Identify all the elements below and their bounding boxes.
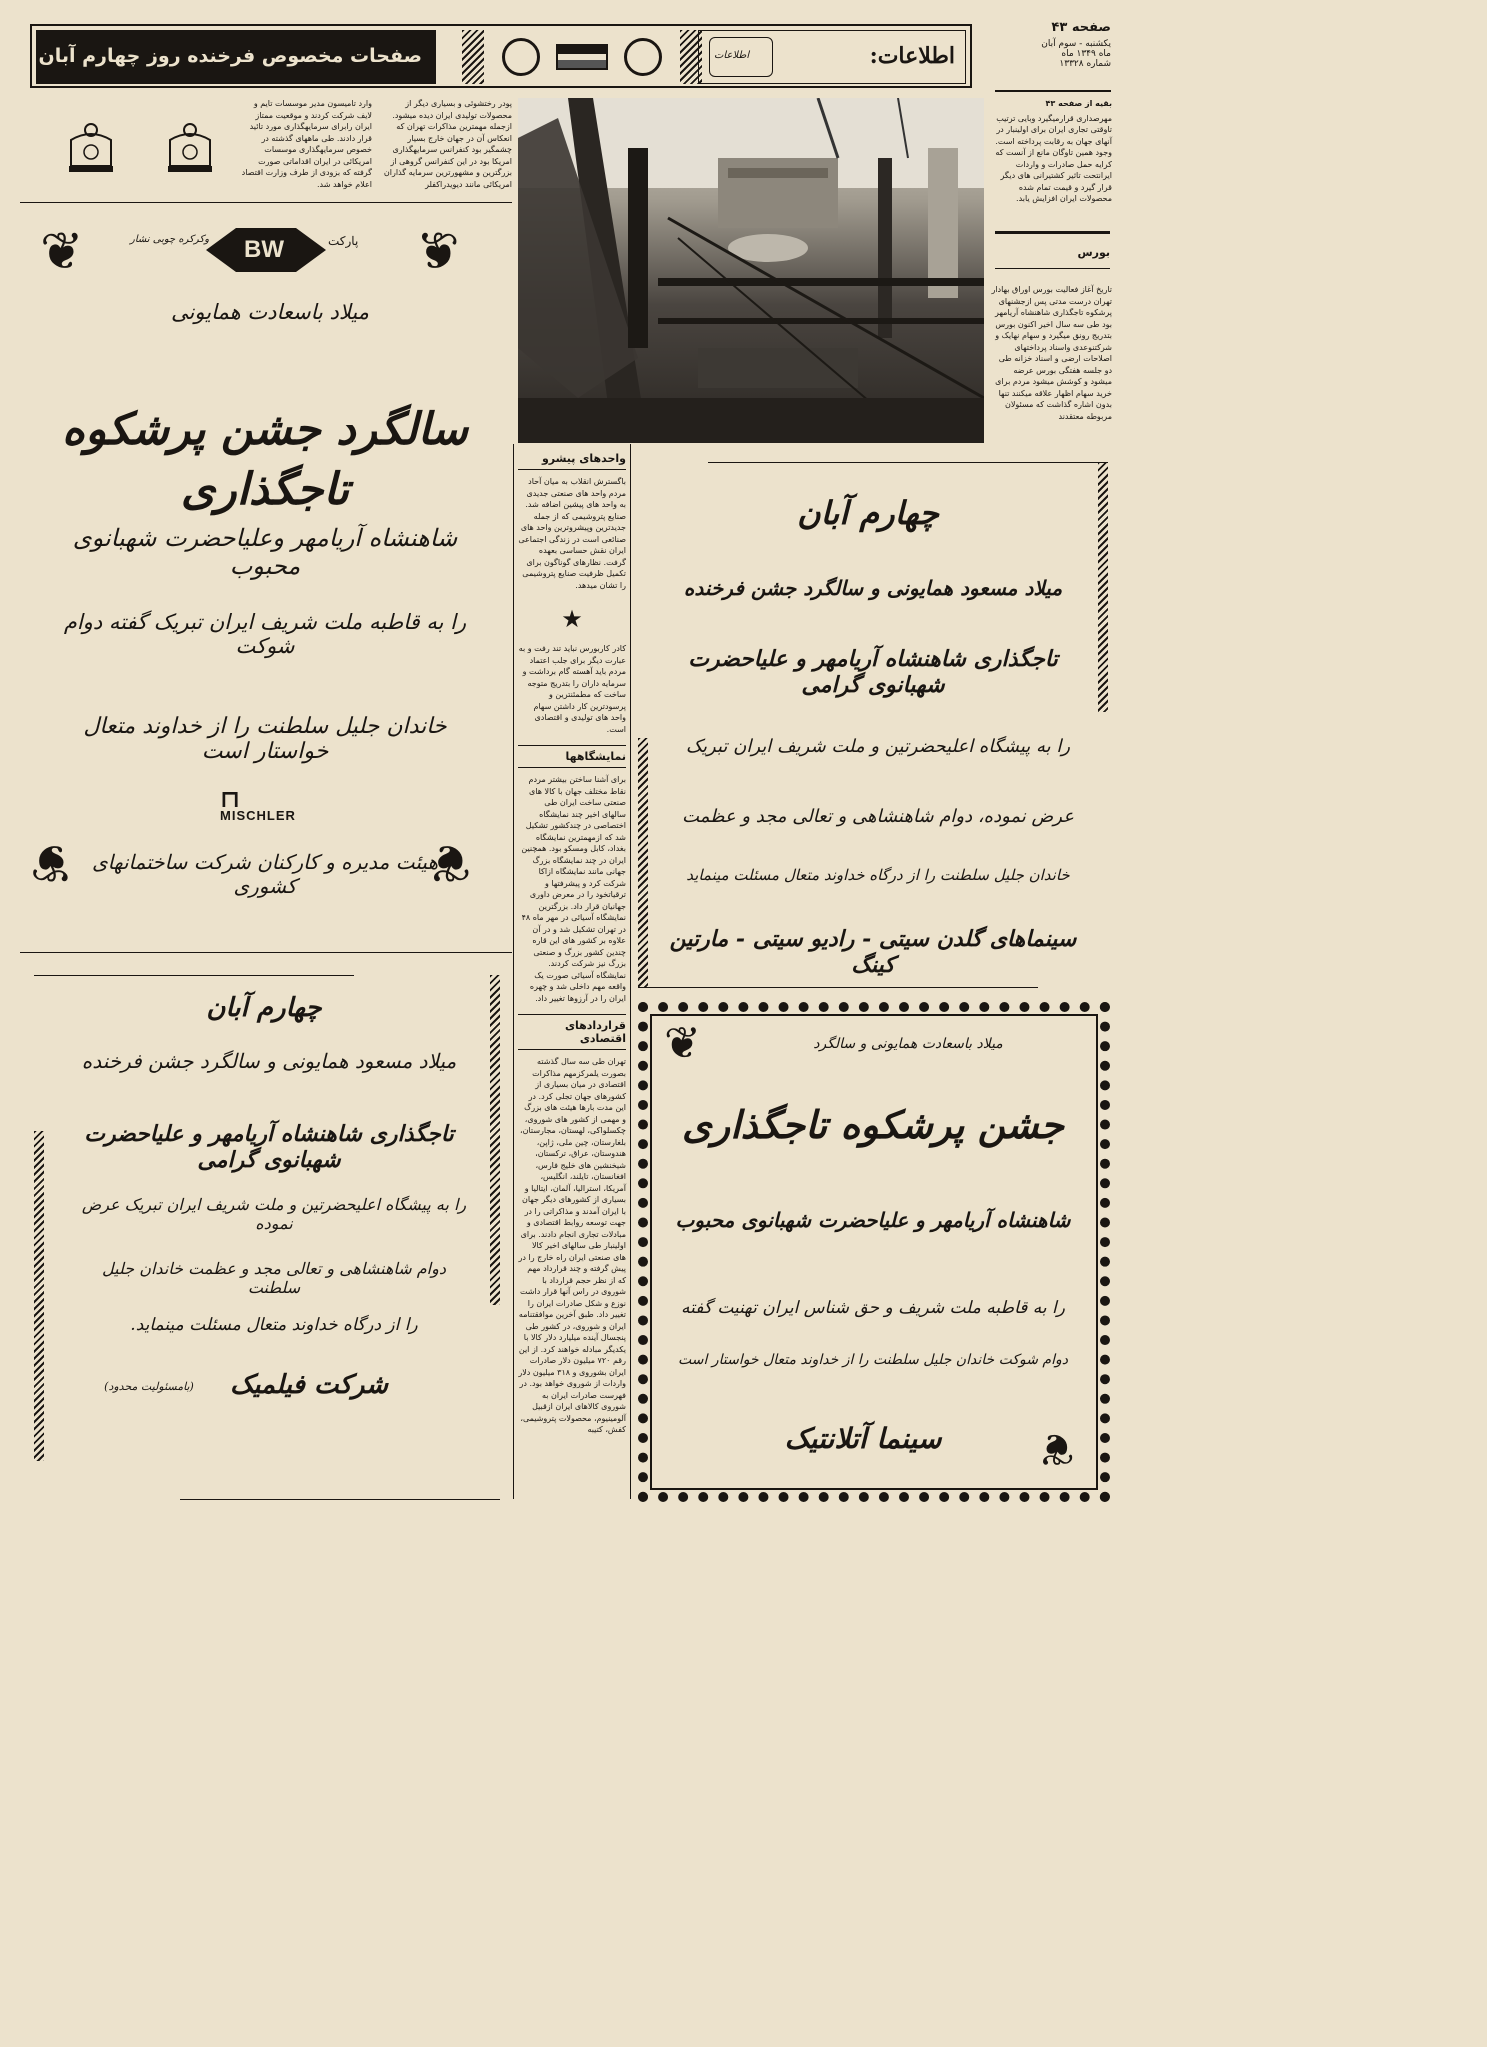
golden-line1: میلاد مسعود همایونی و سالگرد جشن فرخنده	[683, 576, 1063, 600]
atlantic-headline: جشن پرشکوه تاجگذاری	[682, 1102, 1064, 1147]
section1b-text: کادر کاربورس نباید تند رفت و به عبارت دیگر برای جلب اعتماد مردم باید آهسته گام برداشت و سرمایه داران را بتدریج متوجه ساخت که مطمئنترین و پرسودترین کار داشتن سهام واحد های تولیدی و اقتصادی است.	[518, 644, 626, 734]
atlantic-line0: میلاد باسعادت همایونی و سالگرد	[813, 1036, 1003, 1052]
banner-title: صفحات مخصوص فرخنده روز چهارم آبان	[38, 45, 422, 67]
hatch-border	[638, 738, 648, 988]
filmic-title: چهارم آبان	[206, 993, 322, 1023]
crown-icon	[165, 120, 215, 176]
crown-icon	[66, 120, 116, 176]
ad-filmic	[34, 975, 500, 1500]
top-text-col1: پودر رختشوئی و بسیاری دیگر از محصولات تولیدی ایران دیده میشود. ازجمله مهمترین مذاکرات تهران که انعکاس آن در جهان خارج بسیار چشمگیر بود کنفرانس سرمایهگذاری امریکا بود در این کنفرانس گروهی از بزرگترین و مشهورترین سرمایه گذاران امریکائی مانند دیویدراکفلر	[383, 99, 512, 189]
filmic-line1: میلاد مسعود همایونی و سالگرد جشن فرخنده	[81, 1049, 457, 1073]
border-line	[708, 462, 1108, 463]
section3-title: قراردادهای اقتصادی	[518, 1014, 626, 1050]
date-line-2: ماه ۱۳۴۹ ماه	[1061, 49, 1111, 59]
golden-sign: سینماهای گلدن سیتی - رادیو سیتی - مارتین کینگ	[669, 926, 1077, 978]
golden-line4: عرض نموده، دوام شاهنشاهی و تعالی مجد و عظمت	[682, 806, 1074, 827]
border-line	[34, 975, 354, 976]
bourse-title: بورس	[1077, 246, 1110, 259]
divider	[995, 231, 1110, 234]
mischler-logo	[220, 784, 296, 823]
continuation-label: بقیه از صفحه ۴۳	[1045, 99, 1112, 108]
section1-title: واحدهای پیشرو	[518, 452, 626, 470]
section2-text: برای آشنا ساختن بیشتر مردم نقاط مختلف جهان با کالا های صنعتی ساخت ایران طی سالهای اخیر چند نمایشگاه اختصاصی در چندکشور تشکیل شد که ازمهمترین نمایشگاه بغداد، کابل ومسکو بود. همچنین ایران در چند نمایشگاه بزرگ جهانی مانند نمایشگاه ازاکا شرکت کرد و پیشرفتها و ترقیاتخود را در معرض داوری جهانیان قرار داد. بزرگترین نمایشگاه آسیائی در مهر ماه ۴۸ در تهران تشکیل شد و در آن علاوه بر کشور های این قاره چندین کشور بزرگ و صنعتی بزرگ نیز شرکت کردند. نمایشگاه آسیائی صورت یک واقعه مهم داخلی شد و چهره ایران را در آرزوها تغییر داد.	[521, 775, 626, 1003]
corner-flourish-icon: ❦	[664, 1018, 701, 1069]
corner-flourish-icon: ❦	[428, 832, 472, 892]
bw-line1: میلاد باسعادت همایونی	[171, 300, 369, 324]
atlantic-line2: را به قاطبه ملت شریف و حق شناس ایران تهنیت گفته	[681, 1298, 1065, 1318]
bw-line4: خاندان جلیل سلطنت را از خداوند متعال خواستار است	[83, 714, 447, 764]
ad-cinema-atlantic	[638, 1002, 1110, 1502]
golden-line3: را به پیشگاه اعلیحضرتین و ملت شریف ایران تبریک	[685, 736, 1071, 757]
crown-emblem-icon	[502, 38, 540, 76]
bw-brand-left: پارکت	[328, 234, 359, 248]
filmic-sign-note: (بامسئولیت محدود)	[104, 1380, 194, 1393]
date-line: یکشنبه - سوم آبان	[1041, 39, 1111, 49]
divider	[995, 268, 1110, 269]
filmic-line2: تاجگذاری شاهنشاه آریامهر و علیاحضرت شهبانوی گرامی	[84, 1121, 454, 1173]
section3-text: تهران طی سه سال گذشته بصورت یلمرکزمهم مذاکرات اقتصادی در میان بسیاری از کشورهای جهان تجلی کرد. در این مدت بارها هیئت های بزرگ و مهمی از کشور های شوروی، چکسلواکی، لهستان، مجارستان، بلغارستان، چین ملی، ژاپن، هندوستان، عراق، ترکستان، شیخنشین های خلیج فارس، افغانستان، تایلند، انگلیس، آمریکا، استرالیا، آلمان، ایتالیا و بسیاری از کشورهای دیگر جهان با ایران آمدند و مذاکراتی را در جهت توسعه روابط اقتصادی و مبادلات تجاری انجام دادند. برای اولینبار طی سالهای اخیر کالا های صنعتی ایران راه خارج را در پیش گرفته و چند قرارداد مهم که از نظر حجم قرارداد با شوروی در راس آنها قرار داشت نوزع و شکل صادرات ایران را تغییر داد. طبق آخرین موافقتنامه ایران و شوروی، در کشور طی پنجسال آینده میلیارد دلار کالا با یکدیگر مبادله خواهند کرد. از این رقم ۷۲۰ میلیون دلار صادرات ایران بشوروی و ۳۱۸ میلیون دلار واردات از شوروی خواهد بود. در فهرست صادرات ایران به شوروی کالاهای ایران ازقبیل آلومینیوم، محصولات پتروشیمی، کفش، کتیبه	[518, 1057, 626, 1434]
paper-name-box	[698, 30, 966, 84]
corner-flourish-icon: ❦	[1038, 1423, 1075, 1474]
hatch-decor	[462, 30, 484, 84]
ad-cinema-golden	[638, 452, 1108, 992]
issue-line: شماره ۱۳۳۲۸	[1059, 59, 1111, 69]
atlantic-line3: دوام شوکت خاندان جلیل سلطنت را از خداوند متعال خواستار است	[678, 1352, 1068, 1368]
banner-title-box	[36, 30, 436, 84]
bw-brand-right: وکرکره چوبی نشار	[130, 234, 210, 245]
right-column-continuation	[990, 98, 1112, 205]
header-banner	[30, 24, 972, 88]
border-line	[638, 987, 1038, 988]
filmic-sign: شرکت فیلمیک	[229, 1370, 389, 1400]
bw-headline: سالگرد جشن پرشکوه تاجگذاری	[62, 404, 468, 515]
bw-logo-text: BW	[244, 236, 284, 263]
logo-emblem	[709, 37, 773, 77]
emblem-area	[462, 30, 702, 84]
mischler-icon: ⊓	[220, 784, 241, 813]
bourse-text: تاریخ آغاز فعالیت بورس اوراق بهادار تهران درست مدتی پس ازجشنهای پرشکوه تاجگذاری شاهنشاه آریامهر بود طی سه سال اخیر اکنون بورس بتدریج رونق میگیرد و سهام نهایک و شرکتنوعدی واسناد پرداختهای اصلاحات ارضی و اسناد خزانه طی دو جلسه هفتگی بورس عرضه میشود و کوشش میشود مردم برای خرید سهام اظهار علاقه میکنند تنها بدون اشاره گذاشت که مسئولان مربوطه معتقدند	[991, 285, 1112, 421]
hatch-border	[490, 975, 500, 1305]
golden-line5: خاندان جلیل سلطنت را از درگاه خداوند متعال مسئلت مینماید	[686, 866, 1070, 884]
ad-bw	[20, 210, 510, 938]
corner-flourish-icon: ❦	[416, 222, 460, 282]
golden-line2: تاجگذاری شاهنشاه آریامهر و علیاحضرت شهبانوی گرامی	[688, 646, 1058, 698]
border-line	[180, 1499, 500, 1500]
bw-line3: را به قاطبه ملت شریف ایران تبریک گفته دوام شوکت	[63, 610, 467, 658]
hatch-border	[34, 1131, 44, 1461]
filmic-line3: را به پیشگاه اعلیحضرتین و ملت شریف ایران تبریک عرض نموده	[81, 1195, 467, 1233]
column-rule	[630, 444, 631, 1499]
hatch-decor	[680, 30, 702, 84]
date-box	[995, 20, 1111, 92]
atlantic-line1: شاهنشاه آریامهر و علیاحضرت شهبانوی محبوب	[675, 1208, 1071, 1232]
mischler-text: MISCHLER	[220, 808, 296, 823]
crown-emblem-icon	[624, 38, 662, 76]
refinery-photo	[518, 98, 984, 443]
column-rule	[513, 444, 514, 1499]
bw-line2: شاهنشاه آریامهر وعلیاحضرت شهبانوی محبوب	[72, 524, 458, 580]
flag-icon	[556, 44, 608, 70]
divider	[20, 202, 512, 203]
continuation-text: مهرصداری قرارمیگیرد وبایی ترتیب تاوقتی تجاری ایران برای اولینبار در آنهای جهان به رقابت پرداخته است. وجود همین تاوگان مانع از آنست که کرایه حمل صادرات و واردات ایرانتحت تاثیر کشتیرانی های دیگر قرار گیرد و قیمت تمام شده محصولات ایران افزایش یابد.	[995, 113, 1112, 203]
middle-column	[518, 452, 626, 1500]
corner-flourish-icon: ❦	[40, 222, 84, 282]
filmic-line4: دوام شاهنشاهی و تعالی مجد و عظمت خاندان جلیل سلطنت	[102, 1259, 446, 1297]
atlantic-sign: سینما آتلانتیک	[784, 1422, 942, 1455]
golden-title: چهارم آبان	[797, 494, 939, 532]
divider	[20, 952, 512, 953]
paper-name: اطلاعات:	[869, 43, 955, 69]
bw-logo	[206, 228, 326, 272]
star-icon: ★	[561, 605, 583, 633]
logo-text: اطلاعات	[714, 50, 750, 61]
bw-sign: هیئت مدیره و کارکنان شرکت ساختمانهای کشوری	[92, 850, 438, 898]
corner-flourish-icon: ❦	[30, 832, 74, 892]
filmic-line5: را از درگاه خداوند متعال مسئلت مینماید.	[130, 1315, 418, 1335]
page-label: صفحه ۴۳	[1051, 20, 1111, 35]
section2-title: نمایشگاهها	[518, 745, 626, 768]
top-text-col2: وارد تامیسون مدیر موسسات تایم و لایف شرکت کردند و موقعیت ممتاز ایران رابرای سرمایهگذاری مورد تائید قرار دادند. طی ماههای گذشته در خصوص سرمایهگذاری موسسات امریکائی در ایران اقداماتی صورت گرفته که بزودی از طرف وزارت اقتصاد اعلام خواهد شد.	[241, 99, 372, 189]
hatch-border	[1098, 462, 1108, 712]
photo-illustration	[518, 98, 984, 443]
section1-text: باگسترش انقلاب به میان آحاد مردم واحد های صنعتی جدیدی به واحد های پیشین اضافه شد. صنایع پتروشیمی که از جمله جدیدترین وپیشروترین واحد های صنائعی است در زندگی اجتماعی ایران نقش حساسی بعهده گرفت. نظارهای گوناگون برای تکمیل ظرفیت صنایع پتروشیمی را تشان میدهد.	[518, 477, 626, 590]
